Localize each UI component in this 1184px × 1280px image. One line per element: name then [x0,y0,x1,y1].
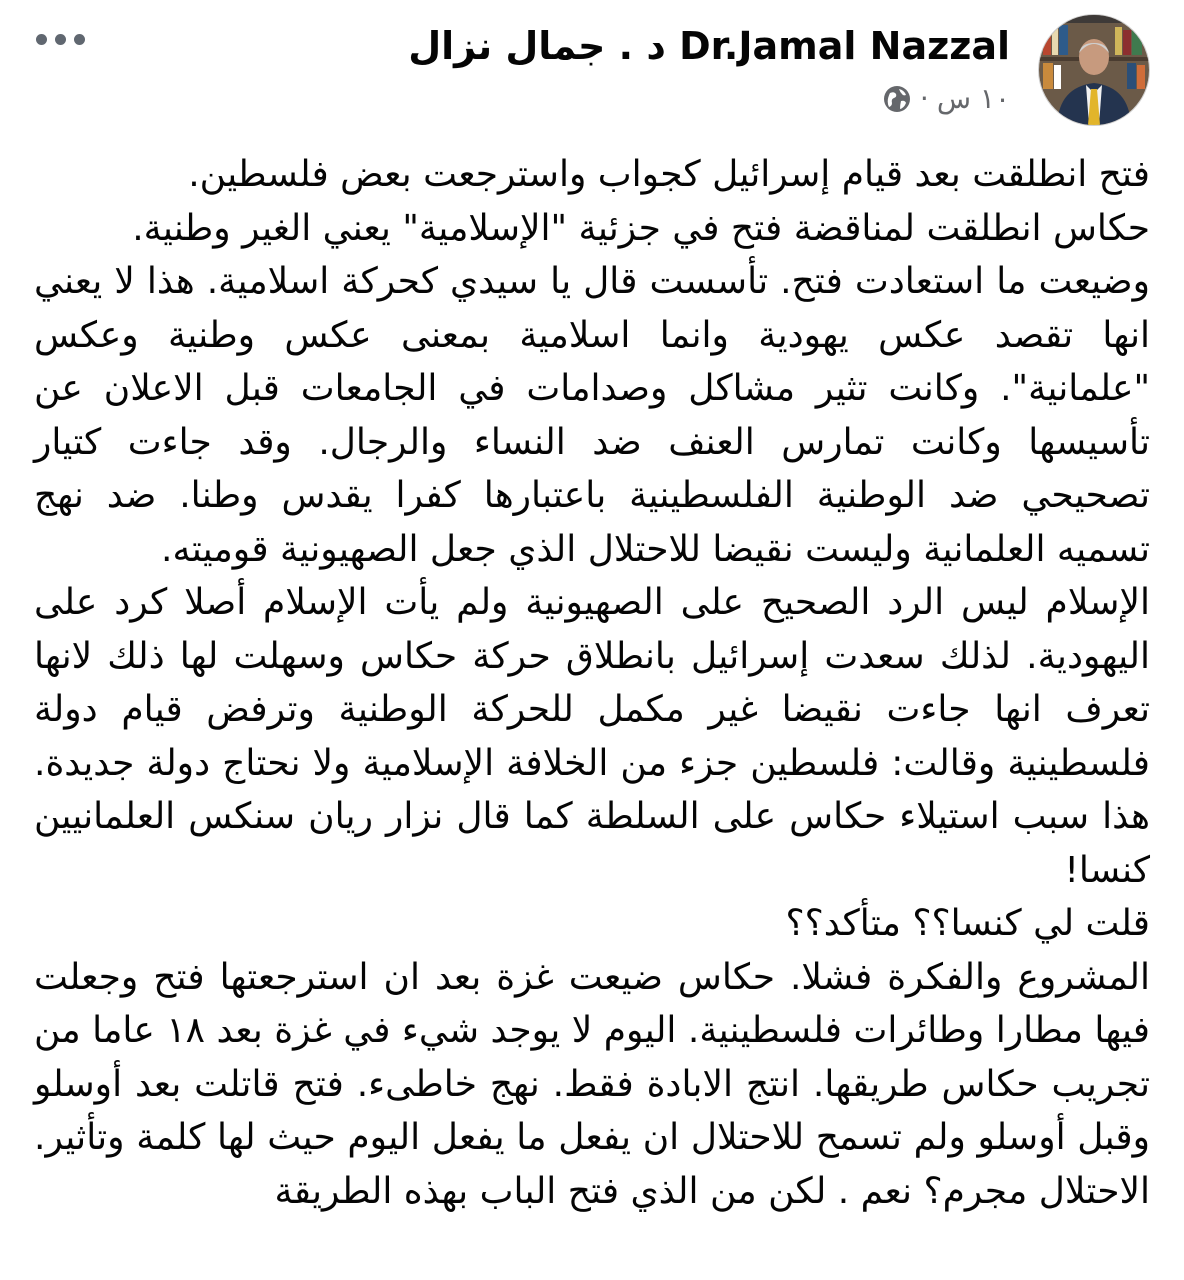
post-paragraph: المشروع والفكرة فشلا. حكاس ضيعت غزة بعد ان استرجعتها فتح وجعلت فيها مطارا وطائرات فلسطينية. اليوم لا يوجد شيء في غزة بعد ١٨ عاما من تجريب حكاس طريقها. انتج الابادة فقط. نهج خاطىء. فتح قاتلت بعد أوسلو وقبل أوسلو ولم تسمح للاحتلال ان يفعل ما يفعل اليوم حيث لها كلمة وتأثير. الاحتلال مجرم؟ نعم . لكن من الذي فتح الباب بهذه الطريقة [34,956,1150,1212]
post-header [0,0,1184,140]
globe-icon[interactable] [882,84,912,114]
post-paragraph: وضيعت ما استعادت فتح. تأسست قال يا سيدي كحركة اسلامية. هذا لا يعني انها تقصد عكس يهودية وانما اسلامية بمعنى عكس وطنية وعكس "علمانية". وكانت تثير مشاكل وصدامات في الجامعات قبل الاعلان عن تأسيسها وكانت تمارس العنف ضد النساء والرجال. وقد جاءت كتيار تصحيحي ضد الوطنية الفلسطينية باعتبارها كفرا يقدس وطنا. ضد نهج تسميه العلمانية وليست نقيضا للاحتلال الذي جعل الصهيونية قوميته. [34,261,1150,570]
author-name[interactable]: Dr.Jamal Nazzal د . جمال نزال [408,24,1010,68]
meta-separator: · [919,82,929,115]
avatar[interactable] [1038,14,1150,126]
post-meta [882,82,1010,115]
post-paragraph: فتح انطلقت بعد قيام إسرائيل كجواب واسترجعت بعض فلسطين. [188,154,1150,195]
post-paragraph: حكاس انطلقت لمناقضة فتح في جزئية "الإسلامية" يعني الغير وطنية. [132,207,1150,249]
post-body [34,148,1150,1218]
more-options-icon[interactable] [36,34,85,45]
post-paragraph: الإسلام ليس الرد الصحيح على الصهيونية ولم يأت الإسلام أصلا كرد على اليهودية. لذلك سعدت إسرائيل بانطلاق حركة حكاس وسهلت لها ذلك لانها تعرف انها جاءت نقيضا غير مكمل للحركة الوطنية وترفض قيام دولة فلسطينية وقالت: فلسطين جزء من الخلافة الإسلامية ولا نحتاج دولة جديدة. هذا سبب استيلاء حكاس على السلطة كما قال نزار ريان سنكس العلمانيين كنسا! [34,582,1150,891]
post-time[interactable]: ١٠ س [936,82,1010,115]
post-paragraph: قلت لي كنسا؟؟ متأكد؟؟ [785,903,1150,944]
